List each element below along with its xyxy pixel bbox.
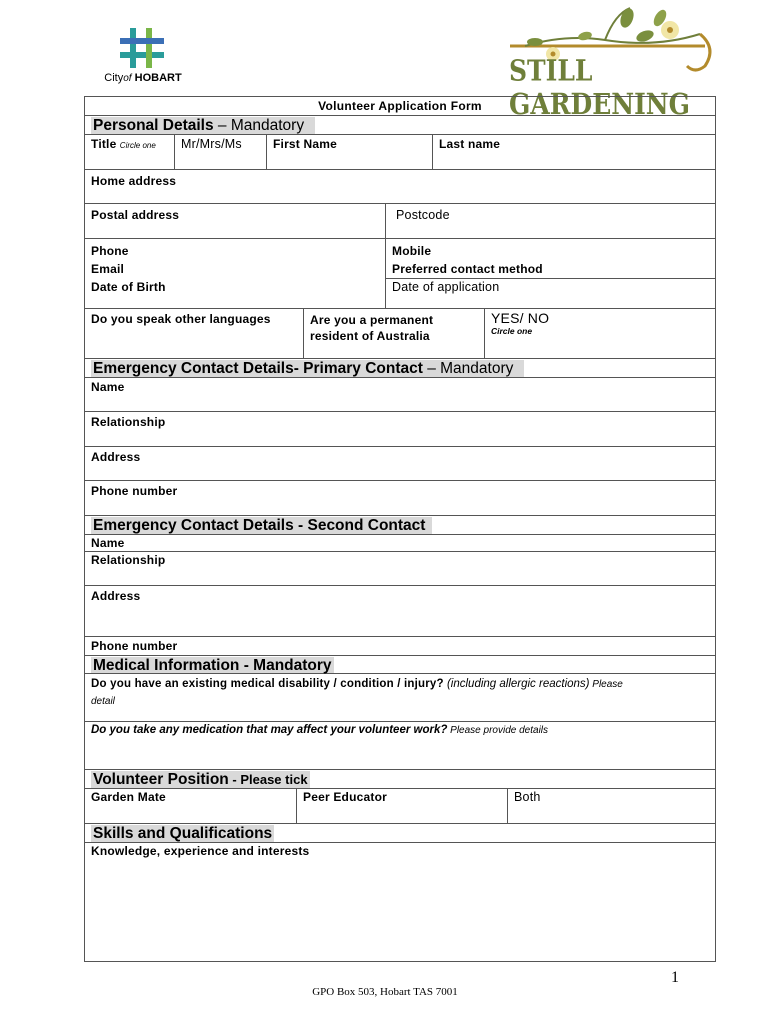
contact-row	[85, 239, 715, 309]
title-field[interactable]: Title Circle one	[91, 137, 156, 151]
home-address-field[interactable]: Home address	[91, 174, 177, 188]
section-emergency-primary: Emergency Contact Details- Primary Contact – Mandatory	[85, 359, 715, 378]
circle-one-note: Circle one	[491, 326, 533, 336]
knowledge-field[interactable]: Knowledge, experience and interests	[91, 844, 310, 858]
city-of-hobart-logo	[98, 28, 188, 88]
es-name-field[interactable]: Name	[91, 536, 125, 550]
first-name-field[interactable]: First Name	[266, 135, 432, 169]
medical-q1-field[interactable]: Do you have an existing medical disability / condition / injury? (including allergic reactions) Please detail	[91, 678, 623, 707]
preferred-contact-field[interactable]: Preferred contact method	[392, 262, 543, 276]
mobile-field[interactable]: Mobile	[392, 244, 432, 258]
title-options[interactable]: Mr/Mrs/Ms	[174, 135, 266, 169]
es-name-row	[85, 535, 715, 552]
ep-relationship-field[interactable]: Relationship	[91, 415, 166, 429]
dob-field[interactable]: Date of Birth	[91, 280, 166, 294]
section-emergency-second: Emergency Contact Details - Second Contact	[85, 516, 715, 535]
hobart-hash-icon	[120, 28, 164, 68]
last-name-field[interactable]: Last name	[432, 135, 715, 169]
ep-phone-row	[85, 481, 715, 516]
es-phone-field[interactable]: Phone number	[91, 639, 178, 653]
garden-mate-option[interactable]: Garden Mate	[91, 790, 166, 804]
ep-address-row	[85, 447, 715, 481]
es-address-field[interactable]: Address	[91, 589, 141, 603]
postal-row	[85, 204, 715, 239]
postal-address-field[interactable]: Postal address	[91, 208, 180, 222]
ep-name-row	[85, 378, 715, 412]
languages-row	[85, 309, 715, 359]
postcode-field[interactable]: Postcode	[385, 204, 715, 238]
form-title: Volunteer Application Form	[85, 97, 715, 116]
es-phone-row	[85, 637, 715, 655]
resident-answer[interactable]	[484, 309, 715, 358]
resident-question: Are you a permanent resident of Australia	[303, 309, 484, 358]
email-field[interactable]: Email	[91, 262, 125, 276]
medical-q2-field[interactable]: Do you take any medication that may affect your volunteer work? Please provide details	[91, 724, 549, 736]
hobart-logo-text: Cityof HOBART	[104, 72, 182, 84]
es-relationship-row	[85, 552, 715, 586]
ep-name-field[interactable]: Name	[91, 380, 125, 394]
volunteer-application-form	[84, 96, 716, 962]
mobile-column	[385, 239, 715, 308]
still-gardening-logo	[505, 4, 720, 121]
medical-q1-row	[85, 674, 715, 722]
phone-email-dob	[85, 239, 385, 308]
date-of-application-field[interactable]: Date of application	[386, 278, 715, 312]
home-address-row	[85, 170, 715, 204]
section-medical: Medical Information - Mandatory	[85, 655, 715, 674]
languages-field[interactable]: Do you speak other languages	[91, 312, 271, 326]
yes-no-options: YES/ NO	[491, 310, 550, 326]
title-name-row	[85, 135, 715, 170]
both-option[interactable]: Both	[507, 789, 715, 823]
es-address-row	[85, 586, 715, 637]
page-number: 1	[671, 969, 679, 986]
ep-phone-field[interactable]: Phone number	[91, 484, 178, 498]
section-skills: Skills and Qualifications	[85, 824, 715, 843]
skills-row	[85, 843, 715, 962]
still-gardening-wordmark: STILL GARDENING	[509, 54, 691, 121]
peer-educator-option[interactable]: Peer Educator	[296, 789, 507, 823]
es-relationship-field[interactable]: Relationship	[91, 553, 166, 567]
phone-field[interactable]: Phone	[91, 244, 129, 258]
ep-address-field[interactable]: Address	[91, 450, 141, 464]
medical-q2-row	[85, 722, 715, 770]
ep-relationship-row	[85, 412, 715, 447]
section-volunteer-position: Volunteer Position - Please tick	[85, 770, 715, 789]
section-personal-details: Personal Details – Mandatory	[85, 116, 715, 135]
position-row	[85, 789, 715, 824]
footer-address: GPO Box 503, Hobart TAS 7001	[312, 986, 458, 998]
